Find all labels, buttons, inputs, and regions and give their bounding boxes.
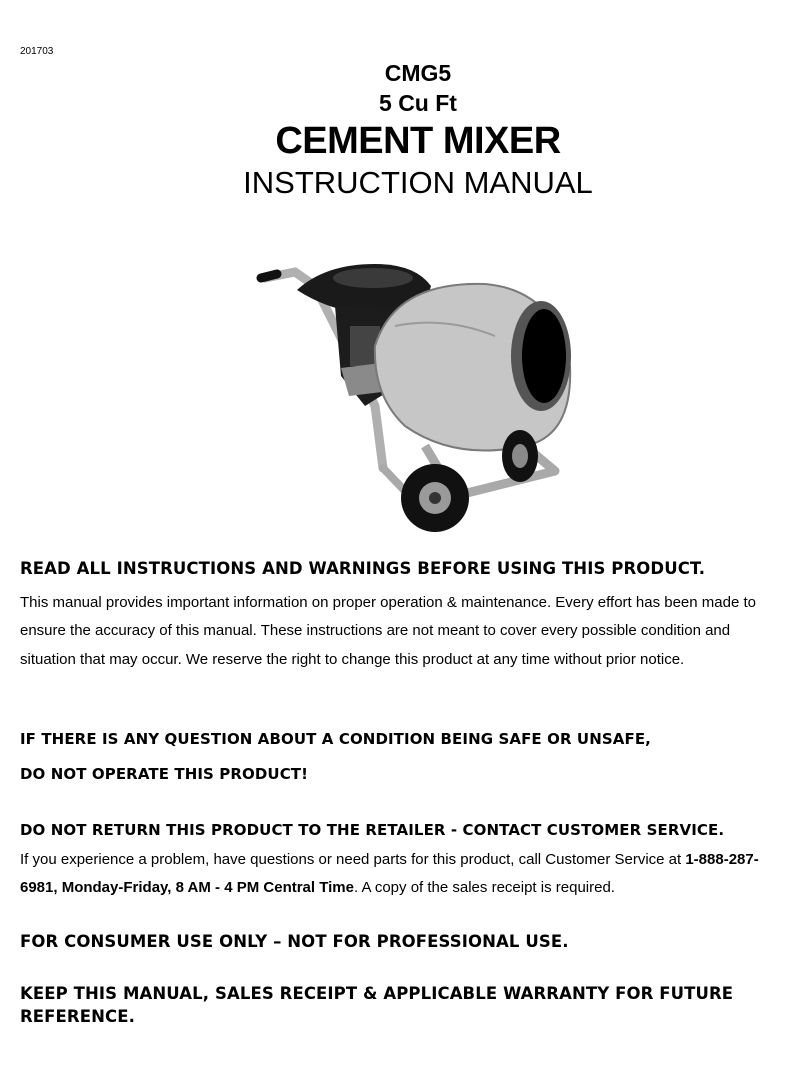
intro-paragraph: This manual provides important information on proper operation & maintenance. Every effort has been made to ensure the accuracy of this manual. These instructions are not meant to cover every possible condition and situation that may occur. We reserve the right to change this product at any time without prior notice.	[20, 594, 756, 668]
keep-manual-notice: KEEP THIS MANUAL, SALES RECEIPT & APPLICABLE WARRANTY FOR FUTURE REFERENCE.	[20, 984, 734, 1026]
manual-title: INSTRUCTION MANUAL	[243, 165, 593, 200]
customer-service-paragraph	[20, 846, 790, 903]
capacity: 5 Cu Ft	[379, 90, 457, 116]
cement-mixer-illustration	[255, 256, 585, 536]
read-all-warning: READ ALL INSTRUCTIONS AND WARNINGS BEFORE USING THIS PRODUCT.	[20, 559, 706, 578]
safety-question-line2: DO NOT OPERATE THIS PRODUCT!	[20, 765, 309, 783]
document-code: 201703	[20, 46, 54, 57]
service-phone-hours: 1-888-287-6981, Monday-Friday, 8 AM - 4 PM Central Time	[20, 851, 759, 897]
model-number: CMG5	[384, 60, 452, 86]
service-text-end: . A copy of the sales receipt is required.	[353, 879, 615, 897]
service-text-start: If you experience a problem, have questions or need parts for this product, call Customer Service at	[20, 851, 682, 868]
title-block	[0, 58, 808, 202]
consumer-use-notice: FOR CONSUMER USE ONLY – NOT FOR PROFESSIONAL USE.	[20, 932, 569, 951]
safety-question-line1: IF THERE IS ANY QUESTION ABOUT A CONDITION BEING SAFE OR UNSAFE,	[20, 730, 651, 748]
do-not-return-warning: DO NOT RETURN THIS PRODUCT TO THE RETAILER - CONTACT CUSTOMER SERVICE.	[20, 821, 725, 839]
product-title: CEMENT MIXER	[275, 120, 561, 162]
